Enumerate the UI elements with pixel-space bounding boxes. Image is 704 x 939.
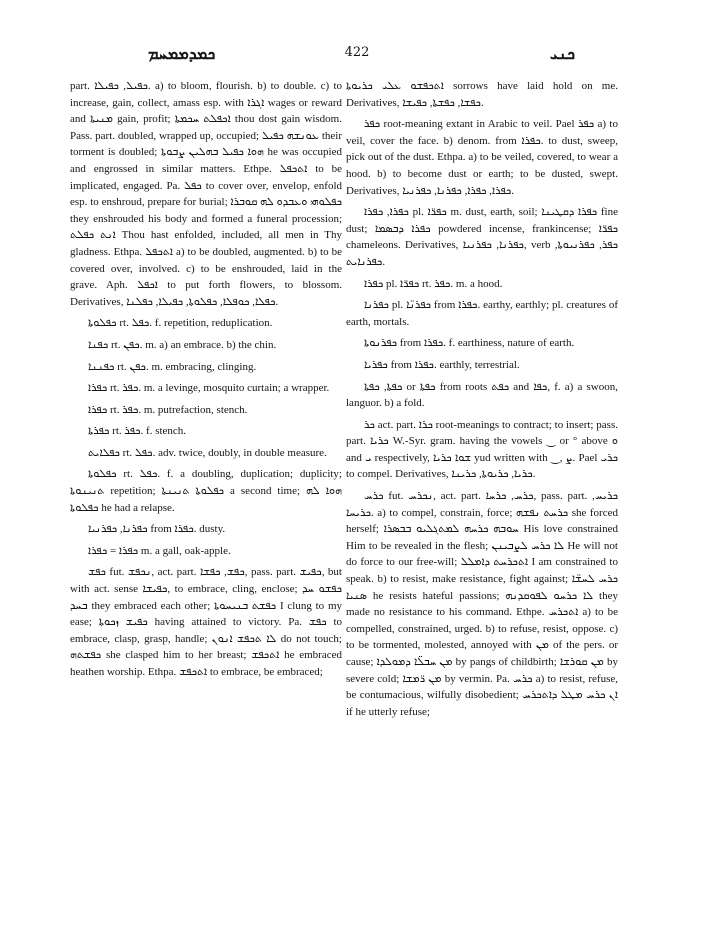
right-column: [346, 78, 618, 720]
left-column: [70, 78, 342, 681]
entry-paragraph: ܟܦܪܬܐ rt. ܟܦܪ. f. stench.: [88, 425, 187, 438]
entry-paragraph: ܟܦܪܢܐ, ܟܦܪܢܝܐ from ܟܦܪܐ. dusty.: [88, 523, 226, 536]
entry-paragraph: ܐܬܟܦܫܘ ܥܠܝ ܟܪܝܘܬܐ sorrows have laid hold on me. Derivatives, ܟܦܫܐ, ܟܦܫܬܐ, ܟܦܝܫܐ.: [346, 80, 618, 109]
entry-paragraph: ܟܦܠܘܬܐ rt. ܟܦܠ. f. repetition, reduplication.: [88, 317, 273, 330]
entry-paragraph: ܟܦܪܝܐ from ܟܦܪܐ. earthly, terrestrial.: [364, 358, 520, 371]
entry-paragraph: ܟܦܠܘܬܐ rt. ܟܦܠ. f. a doubling, duplication; duplicity; ܬܢܝܢܘܬܐ repetition; ܟܦܠܘܬܐ ܬܢܝܢܬܐ a second time; ܗܘܐ ܠܗ ܟܦܠܘܬܐ he had a relapse.: [70, 468, 342, 514]
running-head-right: ܟܢܝ: [549, 44, 575, 63]
entry-paragraph: ܟܦܠܐܝܬ rt. ܟܦܠ. adv. twice, doubly, in double measure.: [88, 446, 327, 459]
page-number: 422: [344, 45, 370, 60]
entry-paragraph: ܟܦܢܐ rt. ܟܦܢ. m. a) an embrace. b) the chin.: [88, 338, 277, 351]
running-head: [70, 44, 645, 66]
entry-paragraph: ܟܪ act. part. ܟܪܐ root-meanings to contract; to insert; pass. part. ܟܪܝܐ W.-Syr. gram. having the vowels ‿ or ° above ܘ and ܝ respectively, ܫܘܐ ܟܪܝܐ yud written with ‿, ܨ. Pael ܟܪܝ to compel. Derivatives, ܟܪܝܐ, ܟܪܝܘܬܐ, ܟܪܝܢܐ.: [346, 418, 618, 481]
entry-paragraph: ܟܦܪܐ = ܟܦܪܐ m. a gall, oak-apple.: [88, 544, 231, 557]
entry-paragraph: ܟܦܪܢܐ pl. ܟܦܪܢ̈ܐ from ܟܦܪܐ. earthy, earthly; pl. creatures of earth, mortals.: [346, 299, 619, 328]
entry-paragraph: ܟܦܫ fut. ܢܟܦܫ, act. part. ܟܦܫ, ܟܦܫܐ, pass. part. ܟܦܝܫ, but with act. sense ܟܦܝܫܐ, to embrace, cling, enclose; ܟܦܫܘ ܚܕ ܒܚܕ they embraced each other; ܟܦܫܬ ܒܢܝܚܘܬܐ I clung to my ease; ܟܦܝܫ ܙܟܘܬܐ having attained to victory. Pa. ܟܦܫ to embrace, clasp, grasp, handle; ܠܐ ܬܟܦܫ ܐܢܘܢ do not touch; ܟܦܫܬܗ she clasped him to her breast; ܐܬܟܦܫ he embraced heathen worship. Ethpa. ܐܬܟܦܫ to embrace, be embraced;: [70, 566, 343, 678]
entry-paragraph: ܟܦܢܢܐ rt. ܟܦܢ. m. embracing, clinging.: [88, 360, 257, 373]
entry-paragraph: ܟܦܪܐ, ܟܦܪܐ pl. ܟܦܪ̈ܐ m. dust, earth, soil; ܟܦܪܐ ܕܩܛܝܢܐ fine dust; ܟܦܪܐ ܕܒܣܡܐ powdered incense, frankincense; ܟܦܪ̈ܐ chameleons. Derivatives, ܟܦܪܢܐ, ܟܦܪܢܝܐ, verb ܟܦܪ, ܟܦܪܢܝܘܬܐ, ܟܦܪܢܐܝܬ.: [346, 206, 618, 268]
entry-paragraph: ܟܦܪܐ pl. ܟܦܪ̈ܐ rt. ܟܦܪ. m. a hood.: [364, 277, 503, 290]
running-head-left: ܟܡܕܡܡܚܡ: [148, 44, 216, 63]
entry-paragraph: ܟܦܬܐ, ܟܦܬܐ or ܟܦܬܐ from roots ܟܦܬ and ܟܦܐ, f. a) a swoon, languor. b) a fold.: [346, 380, 618, 410]
entry-paragraph: ܟܦܪ root-meaning extant in Arabic to veil. Pael ܟܦܪ a) to veil, cover the face. b) denom. from ܟܦܪܐ. to dust, sweep, pick out of the dust. Ethpa. a) to be veiled, covered, to wear a hood. b) to become dust or earth; to be dusted, swept. Derivatives, ܟܦܪܐ, ܟܦܪܐ, ܟܦܪܢܐ, ܟܦܪܢܝܐ.: [346, 118, 618, 197]
entry-paragraph: ܟܦܪܐ rt. ܟܦܪ. m. a levinge, mosquito curtain; a wrapper.: [88, 382, 330, 395]
entry-paragraph: part. ܟܦܝܠ, ܟܦܝܠܐ. a) to bloom, flourish. b) to double. c) to increase, gain, collect, amass esp. with ܐܓܪܐ wages or reward and ܡܢܝܬܐ gain, profit; ܐܟܦܠܬ ܚܟܡܬܐ thou dost gain wisdom. Pass. part. doubled, wrapped up, occupied; ܥܘܢܫܗ ܟܦܝܠ their torment is doubled; ܗܘܐ ܟܦܝܠ ܒܗܠܝܢ ܨܒܘܬܐ he was occupied and engrossed in similar matters. Ethpe. ܐܬܟܦܠ to be implicated, engaged. Pa. ܟܦܠ to cover over, envelop, enfold esp. to enshroud, prepare for burial; ܟܦܠܘܗܝ ܘܥܒܕܘ ܠܗ ܩܘܒܪܐ they enshrouded his body and formed a funeral procession; ܐܢܬ ܟܦܠܬ Thou hast enfolded, included, all men in Thy gladness. Ethpa. ܐܬܟܦܠ a) to be doubled, augmented. b) to be covered over, involved. c) to be enshrouded, laid in the grave. Aph. ܐܟܦܠ to put forth flowers, to blossom. Derivatives, ܟܦܠܐ, ܟܘܦܠܐ, ܟܦܠܘܬܐ, ܟܦܝܠܐ, ܟܦܠܢܐ.: [70, 80, 343, 308]
entry-paragraph: ܟܪܚ fut. ܢܟܪܚ, act. part. ܟܪܚ, ܟܪܚܐ, pass. part. ܟܪܝܚ, ܟܪܝܚܐ. a) to compel, constrain, force; ܟܪܚܬ ܢܦܫܗ she forced herself; ܚܘܒܗ ܟܪܚܗ ܠܡܬܓܠܝܘ ܒܒܣܪܐ His love constrained Him to be revealed in the flesh; ܠܐ ܟܪܚ ܠܨܒܝܢܢ He will not do force to our free-will; ܐܬܟܪܚܬ ܕܐܡܠܠ I am constrained to speak. b) to resist, make resistance, fight against; ܟܪܚ ܠܚܫ̈ܐ ܣܢܝܐ he resists hateful passions; ܠܐ ܟܪܚܘ ܠܦܘܩܕܢܗ they made no resistance to his command. Ethpe. ܐܬܟܪܚ a) to be compelled, constrained, urged. b) to refuse, resist, oppose. c) to be tormented, molested, annoyed with ܡܢ of the pers. or cause; ܡܢ ܚܒܠ̈ܐ ܕܡܘܠܕܐ by pangs of childbirth; ܡܢ ܩܘܪܫܐ by severe cold; ܡܢ ܪ̈ܡܫܐ by vermin. Pa. ܟܪܚ a) to resist, refuse, be contumacious, wilfully disobedient; ܐܢ ܟܪܚ ܡܛܠ ܕܐܬܟܪܚ if he utterly refuse;: [346, 490, 619, 718]
entry-paragraph: ܟܦܪܢܘܬܐ from ܟܦܪܐ. f. earthiness, nature of earth.: [364, 337, 575, 350]
entry-paragraph: ܟܦܪܐ rt. ܟܦܪ. m. putrefaction, stench.: [88, 403, 248, 416]
